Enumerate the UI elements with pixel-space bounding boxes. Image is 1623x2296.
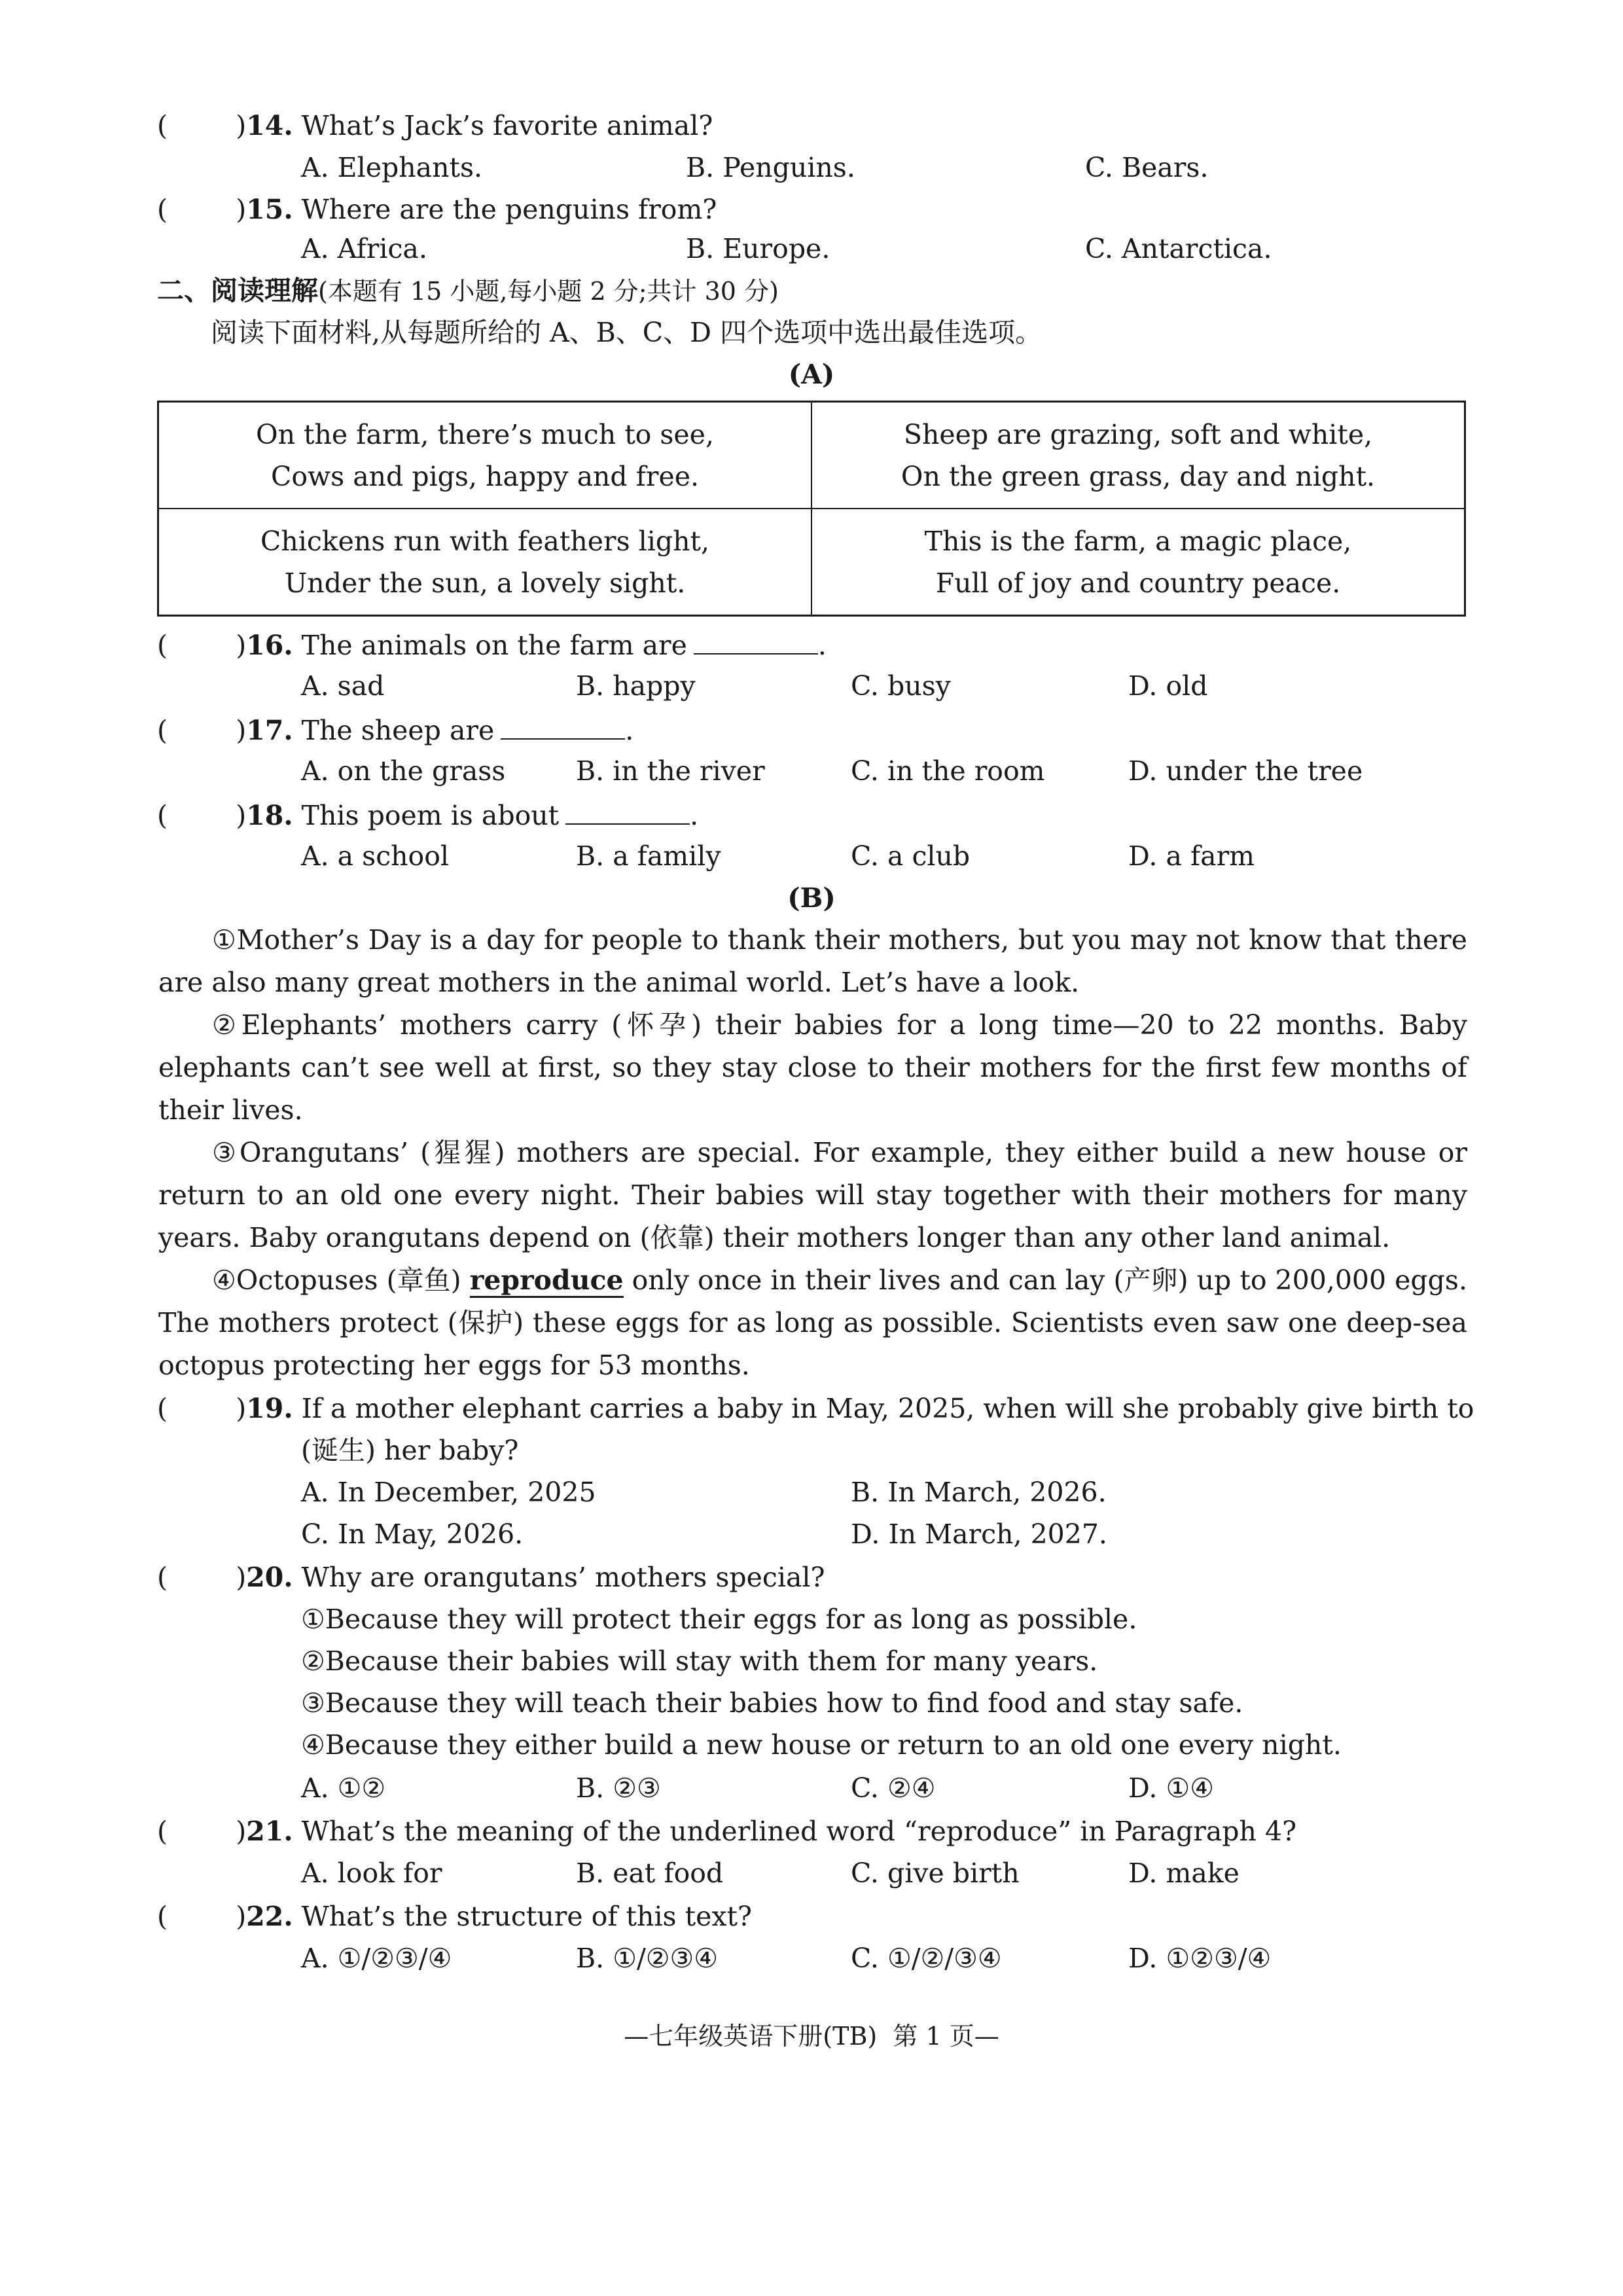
option: B. Europe.	[686, 233, 830, 264]
statement: ②Because their babies will stay with them for many years.	[301, 1645, 1098, 1677]
question-number: 16.	[246, 630, 293, 661]
option: D. make	[1128, 1857, 1240, 1889]
statement: ④Because they either build a new house or return to an old one every night.	[301, 1729, 1342, 1761]
option: A. ①/②③/④	[301, 1943, 452, 1974]
question-number: 15.	[246, 194, 293, 225]
option: A. on the grass	[301, 755, 506, 787]
option: C. a club	[851, 840, 971, 872]
passage-b-label: (B)	[787, 882, 836, 914]
option: C. give birth	[851, 1857, 1020, 1889]
option: D. ①②③/④	[1128, 1943, 1272, 1974]
question-number: 20.	[246, 1562, 293, 1593]
option: B. in the river	[576, 755, 765, 787]
option: A. Africa.	[301, 233, 427, 264]
answer-paren[interactable]: ( )	[157, 110, 247, 141]
question-text: The sheep are	[301, 715, 495, 746]
question-number: 18.	[246, 800, 293, 831]
statement: ③Because they will teach their babies how to find food and stay safe.	[301, 1687, 1243, 1719]
question-end: .	[690, 800, 699, 831]
answer-paren[interactable]: ( )	[157, 194, 247, 225]
question-end: .	[817, 630, 827, 661]
underlined-word: reproduce	[470, 1265, 624, 1298]
option: D. In March, 2027.	[851, 1518, 1107, 1550]
poem-line: Chickens run with feathers light,	[260, 525, 710, 557]
option: C. ②④	[851, 1772, 936, 1804]
option: C. in the room	[851, 755, 1045, 787]
question-number: 19.	[246, 1393, 293, 1424]
paragraph-text: ④Octopuses (章鱼)	[212, 1265, 470, 1296]
option: C. busy	[851, 670, 951, 702]
question-21	[157, 1818, 1296, 1845]
question-text-continued: (诞生) her baby?	[301, 1435, 519, 1466]
option: B. happy	[576, 670, 696, 702]
option: B. eat food	[576, 1857, 724, 1889]
answer-paren[interactable]: ( )	[157, 1816, 247, 1847]
option: B. a family	[576, 840, 721, 872]
paragraph-text: only once in their lives and can lay (产卵) up to 200,000 eggs. The mothers protect (保护) these eggs for as long as possible. Scientists even saw one deep-sea octopus protecting her eggs for 53 months.	[158, 1265, 1467, 1381]
question-17	[157, 715, 633, 744]
poem-table	[157, 401, 1466, 617]
option: D. ①④	[1128, 1772, 1214, 1804]
question-text: What’s the structure of this text?	[301, 1901, 752, 1932]
option: C. In May, 2026.	[301, 1518, 524, 1550]
option: A. a school	[301, 840, 450, 872]
question-text: What’s the meaning of the underlined word “reproduce” in Paragraph 4?	[301, 1816, 1297, 1847]
poem-cell	[158, 509, 812, 616]
question-16	[157, 630, 827, 659]
question-text: Why are orangutans’ mothers special?	[301, 1562, 825, 1593]
question-end: .	[625, 715, 634, 746]
poem-cell	[812, 402, 1465, 509]
answer-paren[interactable]: ( )	[157, 800, 247, 831]
option: D. old	[1128, 670, 1208, 702]
option: C. ①/②/③④	[851, 1943, 1002, 1974]
answer-blank[interactable]	[694, 630, 818, 655]
passage-paragraph-2: ②Elephants’ mothers carry (怀孕) their babies for a long time—20 to 22 months. Baby elephants can’t see well at first, so they stay close to their mothers for the first few months of their lives.	[158, 1009, 1467, 1126]
question-22	[157, 1903, 752, 1930]
question-14	[157, 110, 713, 141]
option: B. In March, 2026.	[851, 1477, 1107, 1508]
question-19	[157, 1395, 1474, 1422]
question-18	[157, 800, 698, 829]
option: D. a farm	[1128, 840, 1255, 872]
poem-line: On the farm, there’s much to see,	[256, 418, 714, 450]
answer-paren[interactable]: ( )	[157, 630, 247, 661]
section-score-note: (本题有 15 小题,每小题 2 分;共计 30 分)	[318, 277, 779, 306]
question-number: 21.	[246, 1816, 293, 1847]
answer-blank[interactable]	[565, 800, 690, 825]
poem-line: This is the farm, a magic place,	[924, 525, 1352, 557]
statement: ①Because they will protect their eggs for as long as possible.	[301, 1604, 1137, 1635]
answer-paren[interactable]: ( )	[157, 715, 247, 746]
option: A. ①②	[301, 1772, 386, 1804]
poem-line: On the green grass, day and night.	[901, 460, 1376, 492]
poem-line: Cows and pigs, happy and free.	[270, 460, 700, 492]
poem-cell	[158, 402, 812, 509]
poem-line: Under the sun, a lovely sight.	[284, 567, 686, 599]
section-heading	[157, 275, 779, 306]
question-number: 22.	[246, 1901, 293, 1932]
answer-paren[interactable]: ( )	[157, 1393, 247, 1424]
poem-line: Full of joy and country peace.	[935, 567, 1341, 599]
question-15	[157, 196, 717, 223]
answer-blank[interactable]	[501, 715, 625, 740]
question-number: 14.	[246, 110, 293, 141]
option: B. ①/②③④	[576, 1943, 719, 1974]
page-footer: —七年级英语下册(TB) 第 1 页—	[624, 2022, 999, 2051]
option: A. look for	[301, 1857, 442, 1889]
passage-paragraph-3: ③Orangutans’ (猩猩) mothers are special. For example, they either build a new house or return to an old one every night. Their babies will stay together with their mothers for many years. Baby orangutans depend on (依靠) their mothers longer than any other land animal.	[158, 1137, 1467, 1253]
section-title: 二、阅读理解	[157, 275, 318, 306]
question-number: 17.	[246, 715, 293, 746]
question-text: If a mother elephant carries a baby in May, 2025, when will she probably give birth to	[301, 1393, 1474, 1424]
passage-paragraph-4	[158, 1259, 1467, 1387]
question-text: The animals on the farm are	[301, 630, 687, 661]
answer-paren[interactable]: ( )	[157, 1562, 247, 1593]
answer-paren[interactable]: ( )	[157, 1901, 247, 1932]
passage-paragraph-1: ①Mother’s Day is a day for people to thank their mothers, but you may not know that there are also many great mothers in the animal world. Let’s have a look.	[158, 924, 1467, 998]
option: A. sad	[301, 670, 385, 702]
option: A. In December, 2025	[301, 1477, 596, 1508]
option: A. Elephants.	[301, 152, 483, 183]
option: C. Bears.	[1085, 152, 1209, 183]
poem-line: Sheep are grazing, soft and white,	[903, 418, 1373, 450]
option: B. Penguins.	[686, 152, 855, 183]
poem-cell	[812, 509, 1465, 616]
question-20	[157, 1564, 825, 1591]
option: B. ②③	[576, 1772, 661, 1804]
passage-a-label: (A)	[788, 359, 835, 390]
question-text: This poem is about	[301, 800, 560, 831]
section-instruction: 阅读下面材料,从每题所给的 A、B、C、D 四个选项中选出最佳选项。	[211, 317, 1043, 348]
option: C. Antarctica.	[1085, 233, 1272, 264]
option: D. under the tree	[1128, 755, 1363, 787]
question-text: Where are the penguins from?	[301, 194, 717, 225]
question-text: What’s Jack’s favorite animal?	[301, 110, 713, 141]
